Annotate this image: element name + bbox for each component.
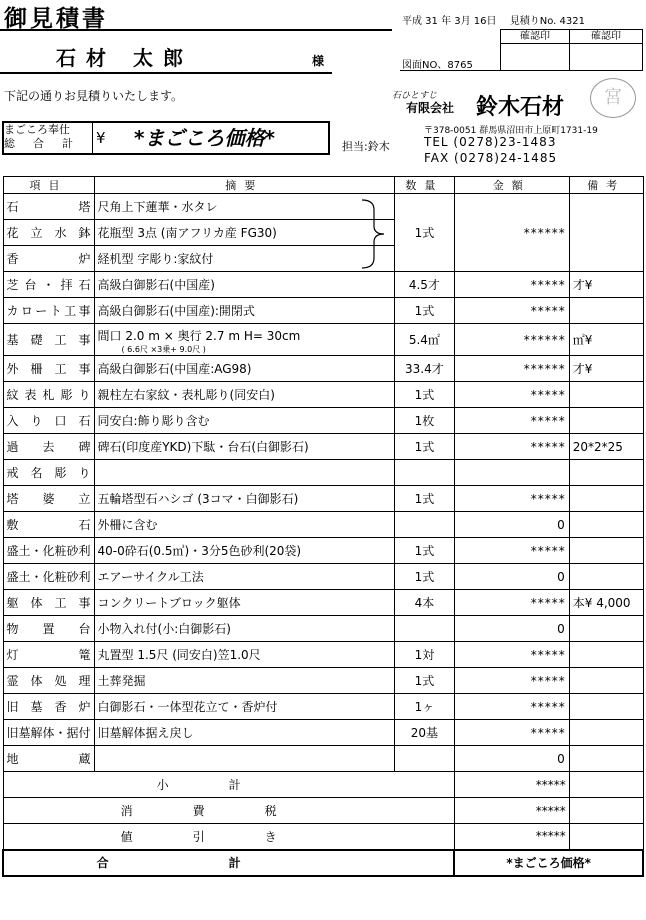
- row-item: 香炉: [3, 246, 94, 272]
- row-note: [569, 538, 643, 564]
- discount-row: [3, 824, 643, 850]
- table-row: [3, 668, 643, 694]
- discount-label: 値引き: [3, 824, 454, 850]
- table-row: [3, 220, 643, 246]
- table-row: [3, 642, 643, 668]
- row-quantity: [395, 616, 455, 642]
- table-row: [3, 694, 643, 720]
- row-description: 土葬発掘: [94, 668, 395, 694]
- row-quantity: 20基: [395, 720, 455, 746]
- row-description: 高級白御影石(中国産):開閉式: [94, 298, 395, 324]
- staff-name: 担当:鈴木: [342, 140, 390, 153]
- row-description: コンクリートブロック躯体: [94, 590, 395, 616]
- total-label: [4, 123, 91, 151]
- row-note: [569, 486, 643, 512]
- row-item: 敷石: [3, 512, 94, 538]
- tax-label: 消費税: [3, 798, 454, 824]
- table-row: [3, 272, 643, 298]
- row-description: 高級白御影石(中国産): [94, 272, 395, 298]
- row-amount: ******: [454, 356, 569, 382]
- row-amount: *****: [454, 272, 569, 298]
- tax-row: [3, 798, 643, 824]
- table-row: [3, 512, 643, 538]
- row-item: カロート工事: [3, 298, 94, 324]
- table-header-row: [3, 177, 643, 194]
- row-note: 20*2*25: [569, 434, 643, 460]
- table-row: [3, 324, 643, 356]
- table-row: [3, 538, 643, 564]
- row-note: [569, 616, 643, 642]
- total-divider: [92, 121, 93, 155]
- row-quantity: 1式: [395, 564, 455, 590]
- row-quantity: 4.5才: [395, 272, 455, 298]
- document-title: 御見積書: [4, 6, 108, 32]
- header-amount: 金額: [454, 177, 569, 194]
- row-amount: *****: [454, 694, 569, 720]
- row-amount: ******: [454, 220, 569, 246]
- row-note: [569, 220, 643, 246]
- row-amount: 0: [454, 564, 569, 590]
- estimate-table: [2, 176, 644, 877]
- row-description: 碑石(印度産YKD)下駄・台石(白御影石): [94, 434, 395, 460]
- row-note: [569, 564, 643, 590]
- row-note: [569, 194, 643, 220]
- row-item: 石塔: [3, 194, 94, 220]
- customer-name: 石材 太郎: [56, 46, 193, 70]
- row-description: 花瓶型 3点 (南アフリカ産 FG30): [94, 220, 395, 246]
- row-item: 紋表札彫り: [3, 382, 94, 408]
- customer-underline: [0, 72, 332, 74]
- company-tagline: 石ひとすじ: [392, 91, 438, 101]
- row-quantity: 5.4㎡: [395, 324, 455, 356]
- table-row: [3, 356, 643, 382]
- row-item: 旧墓解体・据付: [3, 720, 94, 746]
- row-description: 外柵に含む: [94, 512, 395, 538]
- subtotal-amount: *****: [454, 772, 569, 798]
- row-description: 小物入れ付(小:白御影石): [94, 616, 395, 642]
- row-amount: *****: [454, 298, 569, 324]
- row-description: 五輪塔型石ハシゴ (3コマ・白御影石): [94, 486, 395, 512]
- row-item: 霊体処理: [3, 668, 94, 694]
- issue-date: [402, 12, 585, 27]
- header-desc: 摘要: [94, 177, 395, 194]
- row-amount: 0: [454, 746, 569, 772]
- grand-total-amount: *まごころ価格*: [454, 850, 643, 876]
- row-description: 旧墓解体据え戻し: [94, 720, 395, 746]
- table-row: [3, 590, 643, 616]
- table-row: [3, 486, 643, 512]
- row-description: 高級白御影石(中国産:AG98): [94, 356, 395, 382]
- row-note: [569, 408, 643, 434]
- row-quantity: 1式: [395, 298, 455, 324]
- row-amount: 0: [454, 616, 569, 642]
- row-amount: *****: [454, 642, 569, 668]
- row-item: 入り口石: [3, 408, 94, 434]
- row-item: 物置台: [3, 616, 94, 642]
- row-quantity: 1式: [395, 220, 455, 246]
- company-seal-icon: 宮: [590, 78, 636, 118]
- row-note: [569, 694, 643, 720]
- row-note: [569, 382, 643, 408]
- row-item: 灯篭: [3, 642, 94, 668]
- estimate-number: 見積りNo. 4321: [509, 16, 585, 27]
- row-amount: *****: [454, 434, 569, 460]
- stamp-label-2: 確認印: [570, 30, 642, 44]
- row-amount: *****: [454, 720, 569, 746]
- discount-amount: *****: [454, 824, 569, 850]
- table-row: [3, 408, 643, 434]
- row-note: [569, 668, 643, 694]
- row-item: 外柵工事: [3, 356, 94, 382]
- row-amount: 0: [454, 512, 569, 538]
- row-description: 尺角上下蓮華・水タレ: [94, 194, 395, 220]
- row-quantity: [395, 460, 455, 486]
- header-qty: 数量: [395, 177, 455, 194]
- yen-sign: ¥: [96, 129, 106, 147]
- drawing-underline: [400, 70, 500, 71]
- row-note: [569, 746, 643, 772]
- row-amount: *****: [454, 486, 569, 512]
- row-item: 戒名彫り: [3, 460, 94, 486]
- row-amount: [454, 194, 569, 220]
- row-quantity: 1式: [395, 538, 455, 564]
- row-amount: ******: [454, 324, 569, 356]
- subtotal-row: [3, 772, 643, 798]
- row-quantity: 1枚: [395, 408, 455, 434]
- subtotal-label: 小計: [3, 772, 454, 798]
- row-note: [569, 460, 643, 486]
- row-note: 才¥: [569, 272, 643, 298]
- header-note: 備考: [569, 177, 643, 194]
- company-address: 〒378-0051 群馬県沼田市上原町1731-19: [424, 126, 598, 136]
- row-item: 盛土・化粧砂利: [3, 538, 94, 564]
- row-item: 盛土・化粧砂利: [3, 564, 94, 590]
- row-note: 本¥ 4,000: [569, 590, 643, 616]
- row-amount: *****: [454, 408, 569, 434]
- row-amount: *****: [454, 590, 569, 616]
- row-amount: [454, 246, 569, 272]
- table-row: [3, 434, 643, 460]
- row-quantity: [395, 746, 455, 772]
- date-text: 平成 31 年 3月 16日: [402, 16, 497, 27]
- row-item: 躯体工事: [3, 590, 94, 616]
- row-item: 花立水鉢: [3, 220, 94, 246]
- row-description: 40-0砕石(0.5㎥)・3分5色砂利(20袋): [94, 538, 395, 564]
- total-value: *まごころ価格*: [134, 126, 275, 150]
- row-quantity: 1ヶ: [395, 694, 455, 720]
- row-note: [569, 512, 643, 538]
- company-fax: FAX (0278)24-1485: [424, 151, 558, 165]
- table-row: [3, 720, 643, 746]
- row-description: 経机型 字彫り:家紋付: [94, 246, 395, 272]
- table-row: [3, 460, 643, 486]
- dimension-note: ( 6.6尺 ×3乗+ 9.0尺 ): [121, 345, 206, 354]
- company-tel: TEL (0278)23-1483: [424, 135, 557, 149]
- row-quantity: 1対: [395, 642, 455, 668]
- row-quantity: 1式: [395, 382, 455, 408]
- row-note: ㎡¥: [569, 324, 643, 356]
- row-description: 丸置型 1.5尺 (同安白)笠1.0尺: [94, 642, 395, 668]
- intro-text: 下記の通りお見積りいたします。: [4, 89, 184, 103]
- row-note: [569, 298, 643, 324]
- row-item: 地蔵: [3, 746, 94, 772]
- group-bracket-icon: [360, 198, 390, 270]
- row-note: 才¥: [569, 356, 643, 382]
- row-amount: *****: [454, 538, 569, 564]
- total-label-line1: まごころ奉仕: [4, 123, 70, 136]
- row-quantity: [395, 194, 455, 220]
- table-row: [3, 616, 643, 642]
- row-item: 過去碑: [3, 434, 94, 460]
- row-quantity: [395, 246, 455, 272]
- title-underline: [0, 29, 392, 31]
- row-description: エアーサイクル工法: [94, 564, 395, 590]
- grand-total-label: 合計: [3, 850, 454, 876]
- row-note: [569, 246, 643, 272]
- row-amount: [454, 460, 569, 486]
- stamp-box-2: [569, 29, 643, 71]
- table-row: [3, 298, 643, 324]
- row-note: [569, 642, 643, 668]
- grand-total-row: [3, 850, 643, 876]
- company-name: 鈴木石材: [476, 95, 565, 120]
- drawing-number: 図面NO、8765: [402, 60, 473, 71]
- row-quantity: 1式: [395, 434, 455, 460]
- honorific: 様: [312, 54, 325, 68]
- table-row: [3, 382, 643, 408]
- company-kind: 有限会社: [406, 101, 455, 115]
- row-item: 旧墓香炉: [3, 694, 94, 720]
- row-note: [569, 720, 643, 746]
- tax-note: [569, 798, 643, 824]
- row-quantity: 33.4才: [395, 356, 455, 382]
- stamp-label-1: 確認印: [501, 30, 569, 44]
- subtotal-note: [569, 772, 643, 798]
- row-description: [94, 746, 395, 772]
- row-description: 白御影石・一体型花立て・香炉付: [94, 694, 395, 720]
- row-description: 間口 2.0 m × 奥行 2.7 m H= 30cm ( 6.6尺 ×3乗+ 9.0尺 ): [94, 324, 395, 356]
- row-quantity: 4本: [395, 590, 455, 616]
- row-description: 親柱左右家紋・表札彫り(同安白): [94, 382, 395, 408]
- table-row: [3, 564, 643, 590]
- row-item: 基礎工事: [3, 324, 94, 356]
- row-description: 同安白:飾り彫り含む: [94, 408, 395, 434]
- row-description: [94, 460, 395, 486]
- table-row: [3, 746, 643, 772]
- discount-note: [569, 824, 643, 850]
- row-quantity: 1式: [395, 486, 455, 512]
- header-item: 項目: [3, 177, 94, 194]
- row-quantity: [395, 512, 455, 538]
- row-amount: *****: [454, 668, 569, 694]
- table-row: [3, 194, 643, 220]
- table-row: [3, 246, 643, 272]
- row-amount: *****: [454, 382, 569, 408]
- row-item: 塔婆立: [3, 486, 94, 512]
- tax-amount: *****: [454, 798, 569, 824]
- total-label-line2: 総合計: [4, 137, 91, 150]
- row-quantity: 1式: [395, 668, 455, 694]
- stamp-box-1: [500, 29, 570, 71]
- row-item: 芝台・拝石: [3, 272, 94, 298]
